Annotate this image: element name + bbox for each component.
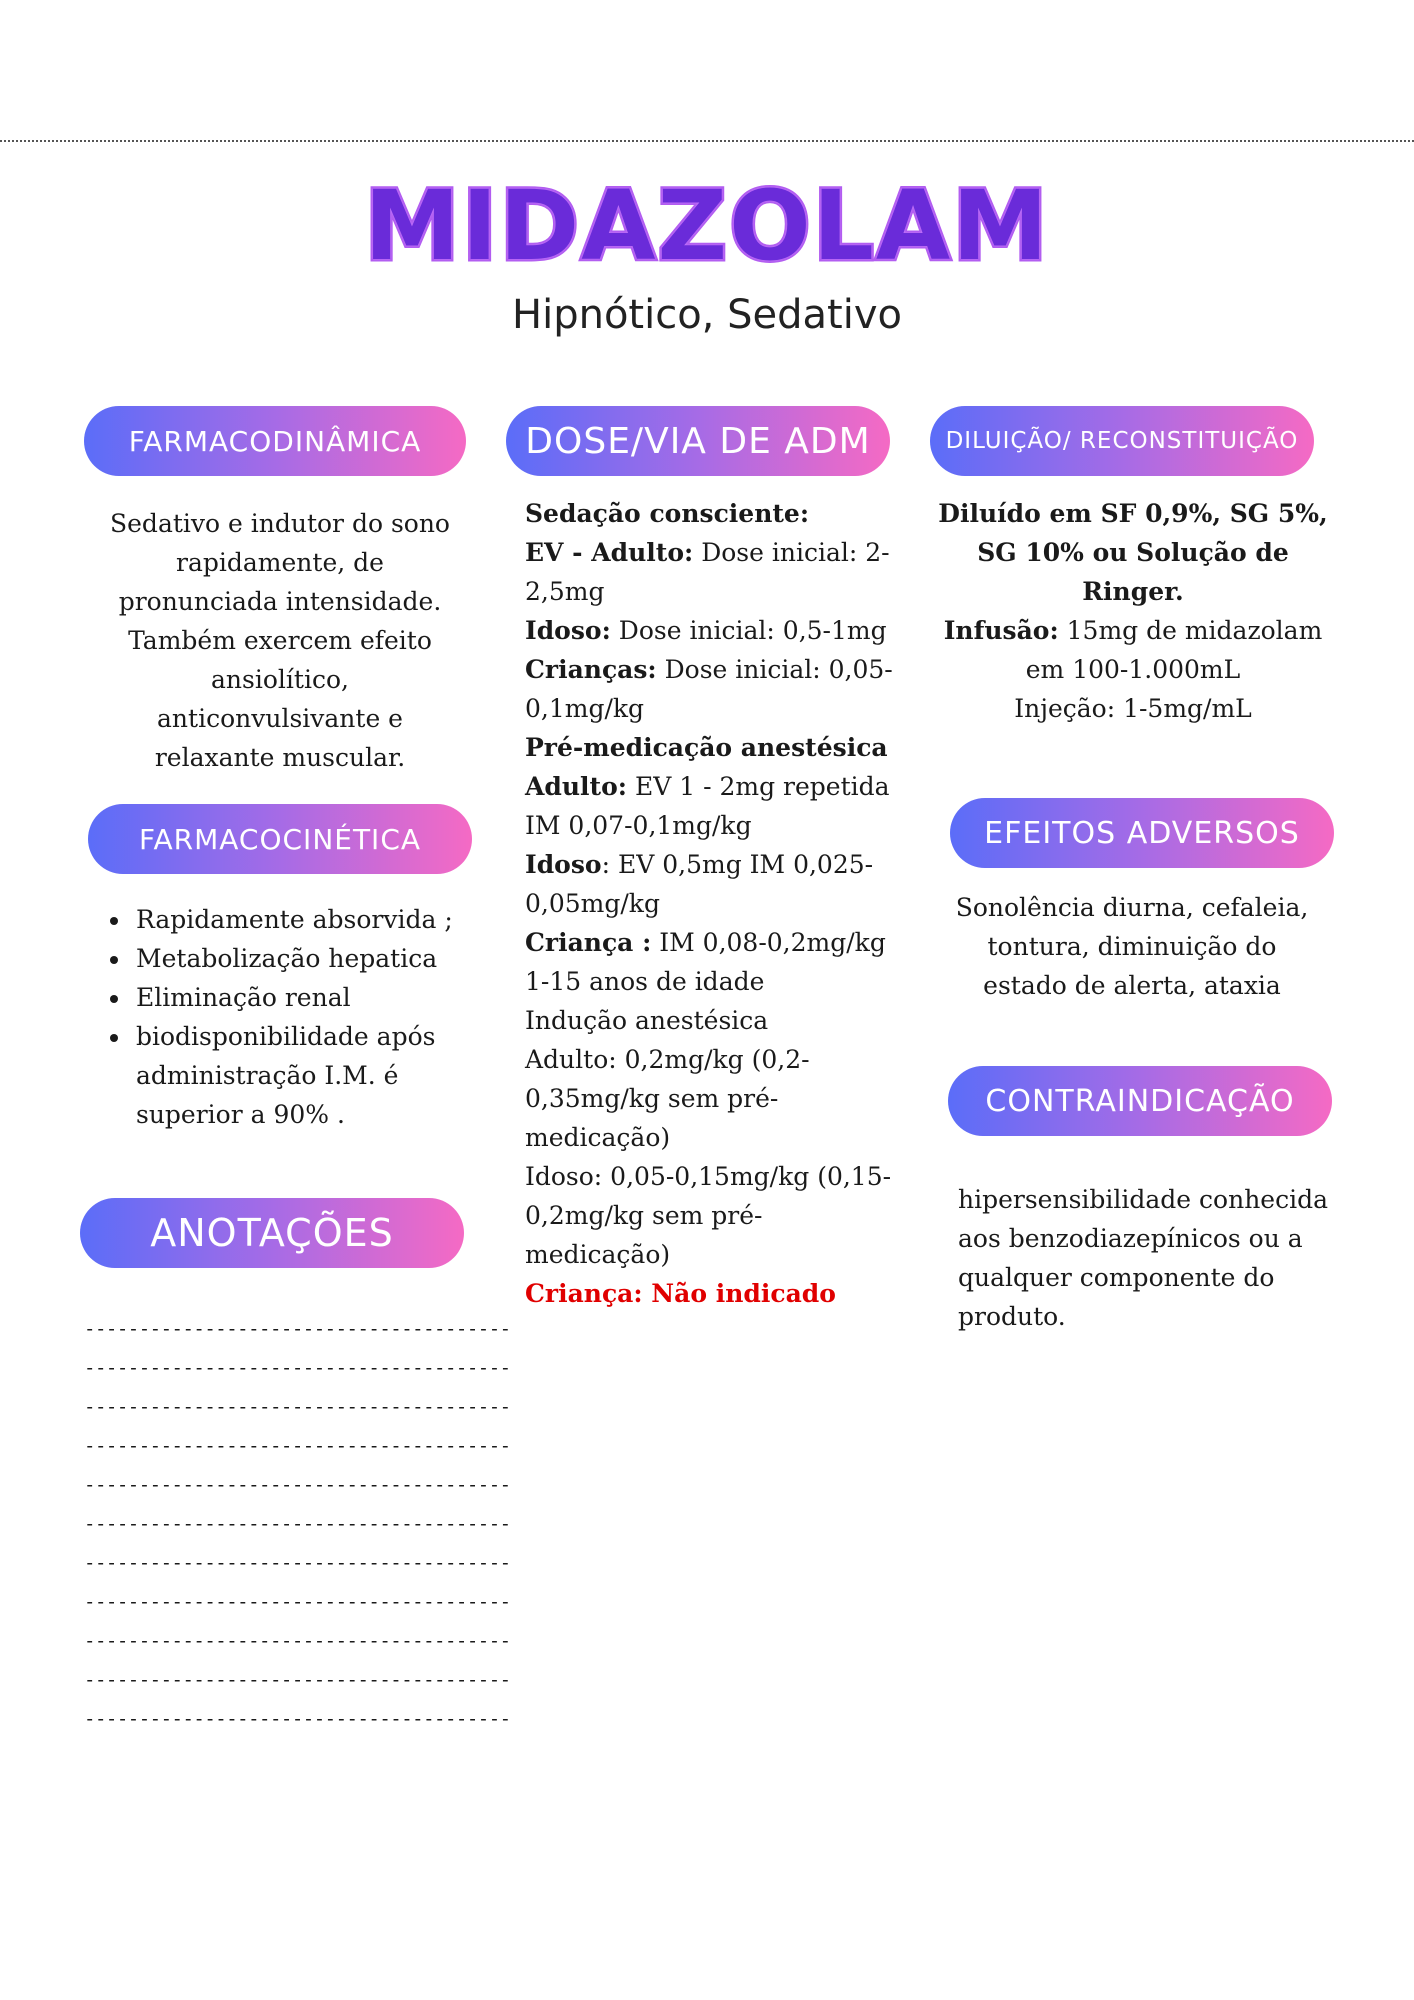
dose-premed-title: Pré-medicação anestésica — [525, 733, 888, 762]
dose-crianca-nao-indicado: Criança: Não indicado — [525, 1279, 836, 1308]
contraindicacao-text: hipersensibilidade conhecida aos benzodiazepínicos ou a qualquer componente do produto. — [958, 1185, 1328, 1331]
efeitos-text: Sonolência diurna, cefaleia, tontura, diminuição do estado de alerta, ataxia — [955, 893, 1309, 1000]
dose-crianca-text: IM 0,08-0,2mg/kg 1-15 anos de idade — [525, 928, 886, 996]
dose-ev-adulto-label: EV - Adulto: — [525, 538, 694, 567]
list-item: • Rapidamente absorvida ; — [132, 900, 470, 939]
page-subtitle: Hipnótico, Sedativo — [512, 292, 902, 338]
annotation-line: --------------------------------------- — [84, 1630, 511, 1652]
top-dotted-rule — [0, 140, 1414, 142]
annotation-line: --------------------------------------- — [84, 1435, 511, 1457]
diluicao-heading: DILUIÇÃO/ RECONSTITUIÇÃO — [930, 406, 1314, 476]
farmacodinamica-text — [90, 504, 470, 777]
farmacocinetica-list — [86, 900, 470, 1134]
contraindicacao-heading: CONTRAINDICAÇÃO — [948, 1066, 1332, 1136]
diluicao-bold-text: Diluído em SF 0,9%, SG 5%, SG 10% ou Solução de Ringer. — [938, 499, 1328, 606]
dose-criancas-label: Crianças: — [525, 655, 657, 684]
list-item: • Eliminação renal — [132, 978, 470, 1017]
diluicao-injecao: Injeção: 1-5mg/mL — [1014, 694, 1252, 723]
dose-crianca-label: Criança : — [525, 928, 652, 957]
dose-adulto3: Adulto: 0,2mg/kg (0,2-0,35mg/kg sem pré-medicação) — [525, 1045, 810, 1152]
dose-idoso2-text: : EV 0,5mg IM 0,025-0,05mg/kg — [525, 850, 874, 918]
annotation-line: --------------------------------------- — [84, 1318, 511, 1340]
dose-adulto-text: EV 1 - 2mg repetida IM 0,07-0,1mg/kg — [525, 772, 890, 840]
farmacodinamica-line: anticonvulsivante e — [157, 704, 403, 733]
farmacodinamica-line: pronunciada intensidade. — [118, 587, 442, 616]
diluicao-text — [938, 494, 1328, 728]
dose-adulto-label: Adulto: — [525, 772, 628, 801]
dose-heading: DOSE/VIA DE ADM — [506, 406, 890, 476]
dose-inducao: Indução anestésica — [525, 1006, 769, 1035]
anotacoes-lines — [84, 1310, 511, 1739]
list-item: • Metabolização hepatica — [132, 939, 470, 978]
anotacoes-heading: ANOTAÇÕES — [80, 1198, 464, 1268]
page-title: MIDAZOLAM — [364, 170, 1050, 282]
farmacocinetica-heading: FARMACOCINÉTICA — [88, 804, 472, 874]
efeitos-heading: EFEITOS ADVERSOS — [950, 798, 1334, 868]
annotation-line: --------------------------------------- — [84, 1474, 511, 1496]
dose-idoso-label: Idoso: — [525, 616, 611, 645]
dose-criancas-text: Dose inicial: 0,05-0,1mg/kg — [525, 655, 893, 723]
farmacodinamica-line: ansiolítico, — [211, 665, 349, 694]
farmacodinamica-line: rapidamente, de — [176, 548, 384, 577]
dose-idoso2-label: Idoso — [525, 850, 602, 879]
dose-idoso3: Idoso: 0,05-0,15mg/kg (0,15-0,2mg/kg sem pré-medicação) — [525, 1162, 892, 1269]
annotation-line: --------------------------------------- — [84, 1552, 511, 1574]
dose-sedacao-title: Sedação consciente: — [525, 499, 810, 528]
farmacodinamica-line: relaxante muscular. — [154, 743, 406, 772]
farmacodinamica-line: Também exercem efeito — [128, 626, 432, 655]
dose-ev-adulto-text: Dose inicial: 2-2,5mg — [525, 538, 890, 606]
farmacodinamica-heading: FARMACODINÂMICA — [84, 406, 466, 476]
annotation-line: --------------------------------------- — [84, 1357, 511, 1379]
dose-idoso-text: Dose inicial: 0,5-1mg — [610, 616, 887, 645]
list-item: • biodisponibilidade após administração I.M. é superior a 90% . — [132, 1017, 470, 1134]
annotation-line: --------------------------------------- — [84, 1591, 511, 1613]
annotation-line: --------------------------------------- — [84, 1669, 511, 1691]
diluicao-infusao-label: Infusão: — [943, 616, 1059, 645]
farmacodinamica-line: Sedativo e indutor do sono — [110, 509, 450, 538]
dose-text — [525, 494, 897, 1313]
annotation-line: --------------------------------------- — [84, 1396, 511, 1418]
annotation-line: --------------------------------------- — [84, 1513, 511, 1535]
diluicao-infusao-text: 15mg de midazolam em 100-1.000mL — [1025, 616, 1323, 684]
annotation-line: --------------------------------------- — [84, 1708, 511, 1730]
